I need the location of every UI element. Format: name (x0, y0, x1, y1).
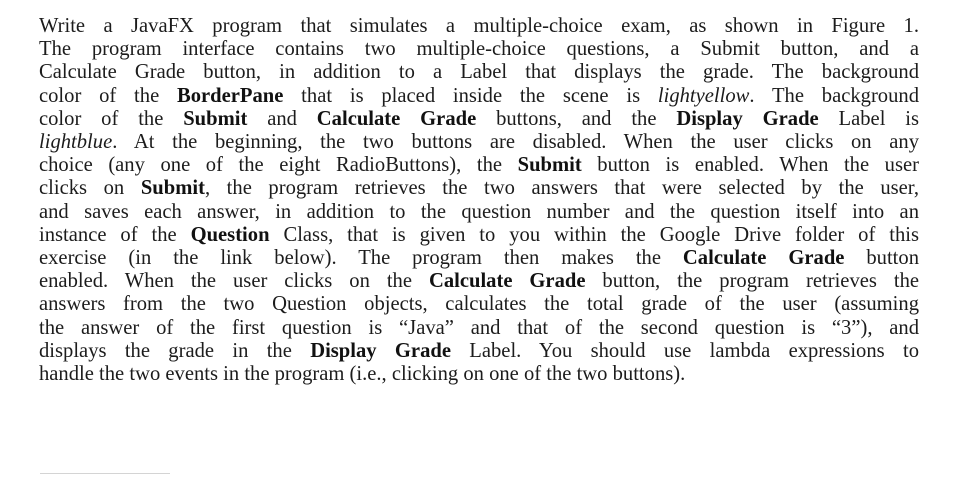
text-run: that is placed inside the scene is (283, 84, 658, 107)
text-line (39, 247, 919, 270)
text-run: and (247, 107, 317, 130)
text-line (39, 85, 919, 108)
text-run: Label. You should use lambda expressions to (450, 339, 920, 362)
text-run: answers from the two Question objects, calculates the total grade of the user (assuming (39, 293, 919, 316)
text-run: handle the two events in the program (i.e., clicking on one of the two buttons). (39, 363, 686, 386)
bold-term: Question (190, 223, 270, 246)
text-line (39, 224, 919, 247)
text-run: button (844, 247, 919, 270)
text-run: Calculate Grade button, in addition to a Label that displays the grade. The background (39, 61, 919, 84)
text-line (39, 177, 919, 200)
text-run: Write a JavaFX program that simulates a multiple-choice exam, as shown in Figure 1. (39, 15, 919, 37)
text-run: enabled. When the user clicks on the (39, 270, 429, 293)
text-line (39, 201, 919, 224)
text-run: color of the (39, 84, 177, 107)
bold-term: Calculate Grade (682, 247, 845, 270)
bold-term: Submit (140, 177, 205, 200)
text-run: . At the beginning, the two buttons are disabled. When the user clicks on any (112, 131, 919, 154)
text-run: the answer of the first question is “Java” and that of the second question is “3”), and (39, 316, 919, 339)
text-line (39, 154, 919, 177)
text-run: , the program retrieves the two answers that were selected by the user, (204, 177, 919, 200)
text-line (39, 15, 919, 38)
text-run: Class, that is given to you within the Google Drive folder of this (269, 223, 919, 246)
bold-term: Submit (183, 107, 248, 130)
text-run: The program interface contains two multiple-choice questions, a Submit button, and a (39, 38, 919, 61)
bold-term: Submit (517, 154, 582, 177)
text-run: displays the grade in the (39, 339, 311, 362)
text-line (39, 61, 919, 84)
text-line (39, 293, 919, 316)
text-run: exercise (in the link below). The program then makes the (39, 247, 683, 270)
text-run: instance of the (39, 223, 191, 246)
text-line (39, 108, 919, 131)
text-run: color of the (39, 107, 184, 130)
text-line (39, 38, 919, 61)
text-run: and saves each answer, in addition to the question number and the question itself into an (39, 200, 919, 223)
text-line (39, 317, 919, 340)
text-line (39, 131, 919, 154)
bold-term: Display Grade (310, 339, 451, 362)
text-run: buttons, and the (476, 107, 677, 130)
text-line (39, 363, 919, 386)
bold-term: Calculate Grade (316, 107, 477, 130)
text-line (39, 340, 919, 363)
text-run: Label is (818, 107, 920, 130)
assignment-paragraph (39, 15, 919, 386)
text-run: button is enabled. When the user (581, 154, 919, 177)
text-run: button, the program retrieves the (585, 270, 920, 293)
text-run: . The background (749, 84, 919, 107)
divider-line (40, 473, 170, 474)
text-run: clicks on (39, 177, 141, 200)
bold-term: Display Grade (676, 107, 819, 130)
bold-term: Calculate Grade (428, 270, 586, 293)
text-line (39, 270, 919, 293)
bold-term: BorderPane (177, 84, 284, 107)
text-run: choice (any one of the eight RadioButtons), the (39, 154, 518, 177)
italic-term: lightblue (39, 131, 113, 154)
italic-term: lightyellow (657, 84, 750, 107)
